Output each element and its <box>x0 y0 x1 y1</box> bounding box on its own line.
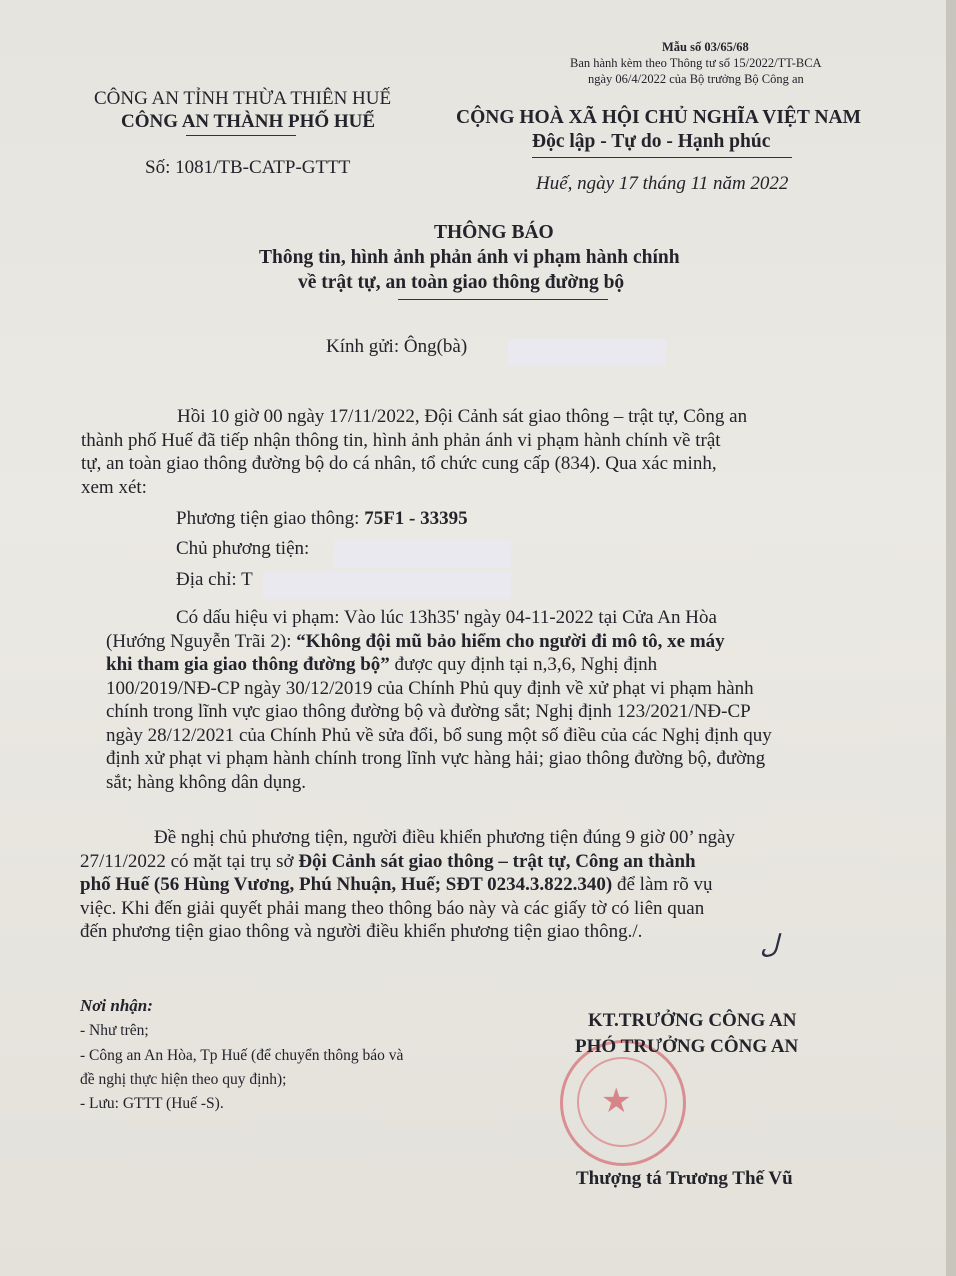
violation-segment: (Hướng Nguyễn Trãi 2): <box>106 630 297 652</box>
intro-line: xem xét: <box>81 476 147 498</box>
violation-line <box>106 630 868 654</box>
page-edge-shadow <box>946 0 956 1276</box>
request-segment: đến phương tiện giao thông và người điều khiển phương tiện giao thông./. <box>80 921 643 942</box>
signer-name: Thượng tá Trương Thế Vũ <box>576 1168 793 1189</box>
form-basis-line1: Ban hành kèm theo Thông tư số 15/2022/TT-BCA <box>570 56 822 70</box>
request-segment: việc. Khi đến giải quyết phải mang theo thông báo này và các giấy tờ có liên quan <box>80 897 705 919</box>
recipients-item: - Công an An Hòa, Tp Huế (để chuyển thông báo và <box>80 1047 404 1064</box>
form-number: Mẫu số 03/65/68 <box>662 40 749 54</box>
violation-segment: chính trong lĩnh vực giao thông đường bộ và đường sắt; Nghị định 123/2021/NĐ-CP <box>106 701 751 722</box>
intro-line: Hồi 10 giờ 00 ngày 17/11/2022, Đội Cảnh sát giao thông – trật tự, Công an <box>177 406 748 427</box>
address-redacted <box>263 571 511 599</box>
vehicle-row <box>176 508 468 530</box>
recipients-heading: Nơi nhận: <box>80 996 153 1015</box>
request-segment: Đội Cảnh sát giao thông – trật tự, Công an thành <box>298 850 696 872</box>
request-line <box>80 826 868 850</box>
request-line <box>80 897 868 921</box>
agency-parent: CÔNG AN TỈNH THỪA THIÊN HUẾ <box>94 88 392 109</box>
form-basis-line2: ngày 06/4/2022 của Bộ trưởng Bộ Công an <box>588 72 804 86</box>
request-segment: Đề nghị chủ phương tiện, người điều khiển phương tiện đúng 9 giờ 00’ ngày <box>154 827 736 848</box>
violation-line <box>106 606 868 630</box>
violation-paragraph <box>106 606 868 794</box>
motto-underline <box>532 157 792 158</box>
owner-redacted <box>333 540 511 568</box>
address-label: Địa chỉ: T <box>176 569 253 590</box>
request-line <box>80 850 868 874</box>
violation-segment: được quy định tại n,3,6, Nghị định <box>389 654 658 675</box>
notice-subtitle-1: Thông tin, hình ảnh phản ánh vi phạm hành chính <box>259 247 680 268</box>
violation-segment: sắt; hàng không dân dụng. <box>106 771 307 793</box>
violation-line <box>106 771 868 795</box>
request-paragraph <box>80 826 868 944</box>
notice-title: THÔNG BÁO <box>434 222 554 243</box>
violation-segment: khi tham gia giao thông đường bộ” <box>106 654 390 675</box>
request-line <box>80 873 868 897</box>
national-motto: Độc lập - Tự do - Hạnh phúc <box>532 131 771 152</box>
signature-title-2: PHÓ TRƯỞNG CÔNG AN <box>575 1036 799 1057</box>
document-number: Số: 1081/TB-CATP-GTTT <box>145 157 351 178</box>
intro-paragraph <box>81 405 861 499</box>
seal-star-icon: ★ <box>601 1083 632 1120</box>
agency-underline <box>186 135 296 136</box>
signature-title-1: KT.TRƯỞNG CÔNG AN <box>588 1010 797 1031</box>
violation-line <box>106 747 868 771</box>
violation-segment: 100/2019/NĐ-CP ngày 30/12/2019 của Chính Phủ quy định về xử phạt vi phạm hành <box>106 677 754 699</box>
request-segment: phố Huế (56 Hùng Vương, Phú Nhuận, Huế; SĐT 0234.3.822.340) <box>80 874 613 895</box>
violation-segment: định xử phạt vi phạm hành chính trong lĩnh vực hàng hải; giao thông đường bộ, đường <box>106 748 766 769</box>
recipients-item: - Như trên; <box>80 1022 149 1039</box>
recipient-label: Kính gửi: Ông(bà) <box>326 336 468 357</box>
country-name: CỘNG HOÀ XÃ HỘI CHỦ NGHĨA VIỆT NAM <box>456 107 862 128</box>
vehicle-plate: 75F1 - 33395 <box>364 508 468 529</box>
intro-line: tự, an toàn giao thông đường bộ do cá nhân, tổ chức cung cấp (834). Qua xác minh, <box>81 453 717 474</box>
agency-name: CÔNG AN THÀNH PHỐ HUẾ <box>121 111 376 132</box>
recipients-item: đề nghị thực hiện theo quy định); <box>80 1071 287 1088</box>
violation-segment: Có dấu hiệu vi phạm: Vào lúc 13h35' ngày 04-11-2022 tại Cửa An Hòa <box>176 607 717 628</box>
request-segment: để làm rõ vụ <box>612 874 713 895</box>
violation-line <box>106 700 868 724</box>
recipient-redacted <box>508 339 666 365</box>
title-underline <box>398 299 608 300</box>
violation-segment: ngày 28/12/2021 của Chính Phủ về sửa đổi, bổ sung một số điều của các Nghị định quy <box>106 724 772 746</box>
request-segment: 27/11/2022 có mặt tại trụ sở <box>80 850 299 872</box>
vehicle-label: Phương tiện giao thông: <box>176 508 365 529</box>
violation-segment: “Không đội mũ bảo hiểm cho người đi mô tô, xe máy <box>296 630 725 652</box>
handwritten-initial: ل <box>760 930 779 959</box>
intro-line: thành phố Huế đã tiếp nhận thông tin, hình ảnh phản ánh vi phạm hành chính về trật <box>81 429 721 451</box>
notice-subtitle-2: về trật tự, an toàn giao thông đường bộ <box>298 272 625 293</box>
violation-line <box>106 724 868 748</box>
request-line <box>80 920 868 944</box>
place-date: Huế, ngày 17 tháng 11 năm 2022 <box>536 173 789 194</box>
recipients-item: - Lưu: GTTT (Huế -S). <box>80 1095 224 1112</box>
owner-label: Chủ phương tiện: <box>176 538 310 559</box>
violation-line <box>106 653 868 677</box>
violation-line <box>106 677 868 701</box>
